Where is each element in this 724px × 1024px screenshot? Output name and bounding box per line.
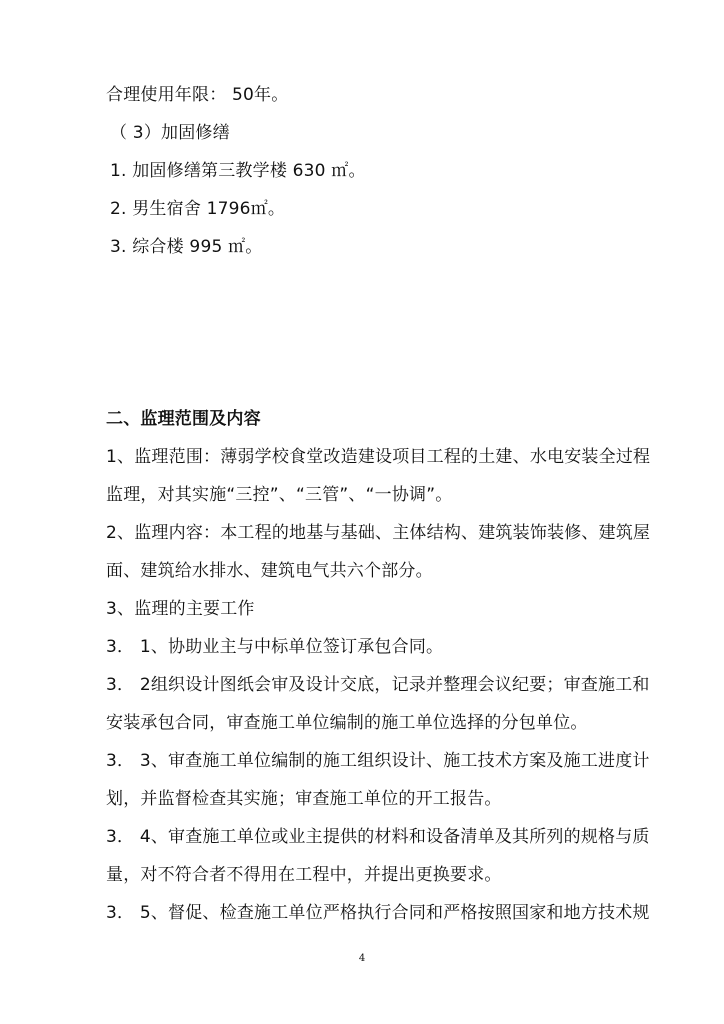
paragraph-line: 划，并监督检查其实施；审查施工单位的开工报告。 <box>106 789 502 809</box>
page-number: 4 <box>358 953 366 964</box>
paragraph-line: 3． 3、审查施工单位编制的施工组织设计、施工技术方案及施工进度计 <box>106 751 650 771</box>
paragraph-line: 监理，对其实施“三控”、“三管”、“一协调”。 <box>106 485 453 505</box>
paragraph-line: 3． 5、督促、检查施工单位严格执行合同和严格按照国家和地方技术规 <box>106 903 650 923</box>
section-heading: 二、监理范围及内容 <box>106 409 261 429</box>
paragraph-line: 3． 2组织设计图纸会审及设计交底，记录并整理会议纪要；审查施工和 <box>106 675 650 695</box>
paragraph-line: 3． 4、审查施工单位或业主提供的材料和设备清单及其所列的规格与质 <box>106 827 650 847</box>
paragraph-line: 3、监理的主要工作 <box>106 599 255 619</box>
paragraph-line: 1、监理范围：薄弱学校食堂改造建设项目工程的土建、水电安装全过程 <box>106 447 651 467</box>
list-item: 3. 综合楼 995 ㎡。 <box>110 237 263 257</box>
paragraph-line: 安装承包合同，审查施工单位编制的施工单位选择的分包单位。 <box>106 713 588 733</box>
list-item: 2. 男生宿舍 1796㎡。 <box>110 199 286 219</box>
paragraph-line: 3． 1、协助业主与中标单位签订承包合同。 <box>106 637 444 657</box>
subsection-title: （ 3）加固修缮 <box>110 123 230 143</box>
paragraph-line: 量，对不符合者不得用在工程中，并提出更换要求。 <box>106 865 502 885</box>
paragraph-line: 2、监理内容：本工程的地基与基础、主体结构、建筑装饰装修、建筑屋 <box>106 523 651 543</box>
list-item: 1. 加固修缮第三教学楼 630 ㎡。 <box>110 161 366 181</box>
service-life-line: 合理使用年限： 50年。 <box>106 85 289 105</box>
paragraph-line: 面、建筑给水排水、建筑电气共六个部分。 <box>106 561 433 581</box>
